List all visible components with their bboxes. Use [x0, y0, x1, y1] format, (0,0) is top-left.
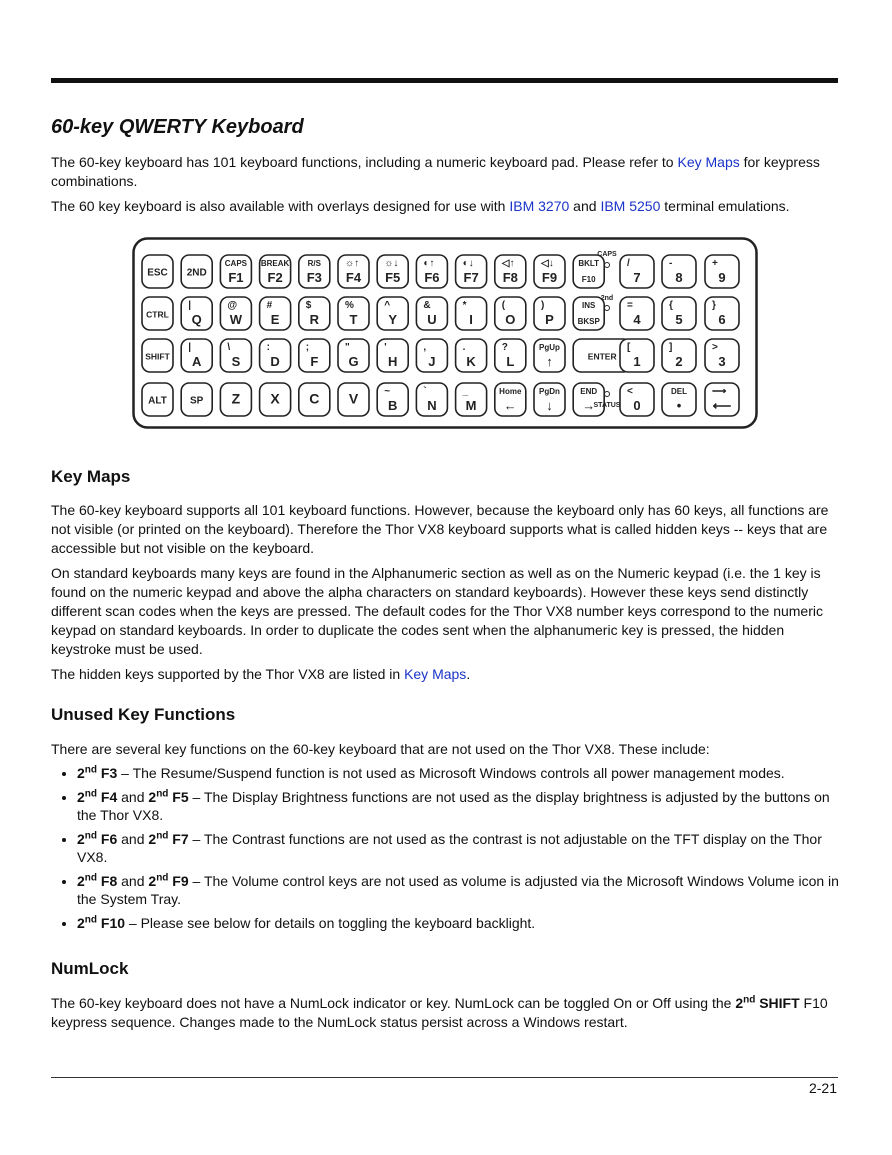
key-main-label: 2ND: [186, 267, 207, 279]
key-top-label: ☼↓: [384, 258, 399, 269]
key-o: [495, 297, 526, 330]
key-main-label: B: [388, 398, 398, 413]
indicator-led: [605, 306, 610, 311]
key-top-label: ☼↑: [345, 258, 360, 269]
key-f4: [338, 255, 369, 288]
key-top-label: BKLT: [578, 259, 600, 268]
numpad-key-1-1: [662, 297, 696, 330]
key-top-label: ,: [423, 342, 427, 353]
ordinal: 2: [77, 873, 85, 889]
key-main-label: F4: [345, 270, 362, 285]
keyboard-illustration: [132, 237, 758, 429]
key-main-label: E: [270, 312, 280, 327]
key-: [534, 339, 565, 372]
key-top-label: ◐↑: [423, 258, 435, 269]
key-top-label: <: [627, 386, 633, 397]
key-top-label: PgDn: [539, 387, 560, 396]
key-main-label: 8: [675, 270, 683, 285]
ordinal-suffix: nd: [84, 914, 98, 926]
key-main-label: ↑: [546, 354, 553, 369]
page-content: [51, 116, 841, 222]
key-main-label: 3: [718, 354, 726, 369]
key-f8: [495, 255, 526, 288]
intro-text: for keypress combinations.: [51, 154, 820, 189]
key-top-label: :: [266, 342, 270, 353]
key-p: [534, 297, 565, 330]
key-e: [260, 297, 291, 330]
key-top-label: (: [501, 300, 506, 311]
footer-rule: [51, 1077, 838, 1078]
key-top-label: Home: [499, 387, 522, 396]
key-main-label: ⟵: [712, 398, 732, 413]
key-: [573, 383, 604, 416]
key-b: [377, 383, 408, 416]
ordinal: 2: [735, 995, 744, 1011]
page-number: 2-21: [808, 1080, 837, 1096]
key-f1: [220, 255, 251, 288]
key-a: [181, 339, 212, 372]
key-: [534, 383, 565, 416]
key-main-label: R: [309, 312, 319, 327]
key-top-label: PgUp: [539, 343, 560, 352]
key-main-label: F8: [502, 270, 518, 285]
key-top-label: -: [669, 258, 673, 269]
ibm-5250-link[interactable]: IBM 5250: [600, 198, 661, 214]
unused-key-functions-section: [51, 705, 841, 938]
key-main-label: BKSP: [577, 317, 600, 326]
key-shift: [142, 339, 173, 372]
key-main-label: •: [676, 398, 682, 413]
numpad-key-2-1: [662, 339, 696, 372]
indicator-label: CAPS: [597, 251, 617, 258]
key-top-label: DEL: [671, 387, 687, 396]
key-maps-paragraph-3: [51, 665, 841, 684]
key-: [495, 383, 526, 416]
key-top-label: ?: [501, 342, 508, 353]
key-main-label: ↓: [546, 398, 553, 413]
key-main-label: 5: [675, 312, 683, 327]
key-top-label: &: [423, 300, 431, 311]
conjunction: and: [117, 873, 149, 889]
indicator-led: [605, 263, 610, 268]
key-main-label: J: [428, 354, 436, 369]
key-main-label: F7: [463, 270, 479, 285]
ordinal-suffix: nd: [84, 830, 98, 842]
key-d: [260, 339, 291, 372]
numpad-key-3-1: [662, 383, 696, 416]
key-main-label: O: [505, 312, 516, 327]
key-main-label: 9: [718, 270, 726, 285]
unused-key-functions-heading: Unused Key Functions: [51, 705, 236, 724]
key-main-label: →: [582, 398, 596, 413]
key-main-label: F9: [541, 270, 558, 285]
key-i: [456, 297, 487, 330]
item-description: – The Volume control keys are not used as volume is adjusted via the Microsoft Windows Volume icon in the System Tray.: [77, 873, 839, 907]
intro-text: The 60 key keyboard is also available with overlays designed for use with: [51, 198, 510, 214]
key-top-label: %: [345, 300, 354, 311]
ordinal: 2: [77, 789, 85, 805]
key-main-label: I: [469, 312, 473, 327]
key-main-label: F3: [306, 270, 322, 285]
ordinal-suffix: nd: [743, 994, 756, 1006]
key-main-label: F5: [385, 270, 401, 285]
intro-text: terminal emulations.: [660, 198, 790, 214]
key-s: [220, 339, 251, 372]
key-name: F9: [172, 873, 189, 889]
list-item: [77, 872, 841, 908]
key-top-label: $: [305, 300, 312, 311]
key-sp: [181, 383, 212, 416]
key-name: F10: [100, 915, 126, 931]
key-q: [181, 297, 212, 330]
key-top-label: {: [669, 300, 673, 311]
numpad-key-0-2: [705, 255, 739, 288]
list-item: [77, 914, 841, 932]
key-main-label: 2: [675, 354, 683, 369]
key-top-label: .: [462, 342, 466, 353]
key-f9: [534, 255, 565, 288]
ordinal-suffix: nd: [156, 872, 169, 884]
page-title: 60-key QWERTY Keyboard: [51, 116, 304, 138]
key-top-label: _: [462, 386, 469, 397]
key-top-label: +: [712, 258, 718, 269]
key-main-label: ALT: [148, 395, 167, 407]
key-main-label: ENTER: [587, 351, 617, 362]
key-maps-paragraph-2: On standard keyboards many keys are found in the Alphanumeric section as well as on the Numeric keypad (i.e. the 1 key is found on the numeric keypad and above the alpha characters on standard keyboards). However these keys send distinctly different scan codes when the keys are pressed. The default codes for the Thor VX8 number keys correspond to the numeric keypad on standard keyboards. In order to duplicate the codes sent when the alphanumeric key is pressed, the hidden keystroke must be used.: [51, 565, 823, 657]
key-ctrl: [142, 297, 173, 330]
key-f3: [299, 255, 330, 288]
key-main-label: F2: [267, 270, 283, 285]
ordinal-suffix: nd: [156, 830, 169, 842]
key-main-label: D: [270, 354, 280, 369]
key-c: [299, 383, 330, 416]
key-name: F7: [172, 831, 189, 847]
ordinal: 2: [148, 873, 157, 889]
ordinal: 2: [148, 831, 157, 847]
key-maps-paragraph-1: The 60-key keyboard supports all 101 keyboard functions. However, because the keyboard only has 60 keys, all functions are not visible (or printed on the keyboard). Therefore the Thor VX8 keyboard supports what is called hidden keys -- keys that are accessible but not visible on the keyboard.: [51, 502, 829, 556]
key-top-label: CAPS: [224, 259, 248, 268]
key-m: [456, 383, 487, 416]
key-main-label: 4: [633, 312, 641, 327]
key-top-label: ◁↑: [501, 258, 515, 269]
key-f10: [573, 255, 604, 288]
unused-functions-list: [51, 764, 841, 932]
ordinal-suffix: nd: [156, 788, 169, 800]
key-top-label: |: [188, 300, 192, 311]
intro-paragraph-1: [51, 153, 841, 191]
key-main-label: Q: [191, 312, 202, 327]
ordinal: 2: [77, 831, 85, 847]
key-y: [377, 297, 408, 330]
key-main-label: K: [466, 354, 476, 369]
key-main-label: N: [427, 398, 437, 413]
item-description: – The Contrast functions are not used as the contrast is not adjustable on the TFT display on the Thor VX8.: [77, 831, 822, 865]
key-top-label: \: [227, 342, 231, 353]
key-f2: [260, 255, 291, 288]
key-main-label: 0: [633, 398, 641, 413]
numlock-text: F10 keypress sequence. Changes made to the NumLock status persist across a Windows restart.: [51, 995, 828, 1030]
numlock-paragraph: [51, 994, 841, 1032]
key-maps-link-2[interactable]: Key Maps: [404, 666, 467, 682]
key-top-label: #: [266, 300, 273, 311]
ordinal-suffix: nd: [84, 764, 98, 776]
indicator-label: STATUS: [593, 402, 621, 409]
key-z: [220, 383, 251, 416]
key-alt: [142, 383, 173, 416]
key-v: [338, 383, 369, 416]
key-top-label: ]: [669, 342, 673, 353]
numpad-key-3-0: [620, 383, 654, 416]
key-top-label: ": [345, 342, 350, 353]
ordinal: 2: [77, 915, 85, 931]
key-top-label: ): [541, 300, 545, 311]
key-main-label: SP: [190, 395, 204, 407]
header-rule: [51, 78, 838, 83]
ibm-3270-link[interactable]: IBM 3270: [509, 198, 570, 214]
key-bksp: [573, 297, 604, 330]
key-r: [299, 297, 330, 330]
key-top-label: BREAK: [260, 259, 290, 268]
key-top-label: ': [384, 342, 387, 353]
key-top-label: INS: [582, 301, 596, 310]
numpad-key-1-2: [705, 297, 739, 330]
item-description: – The Display Brightness functions are not used as the display brightness is adjusted by the buttons on the Thor VX8.: [77, 789, 830, 823]
conjunction: and: [117, 831, 149, 847]
key-main-label: F6: [424, 270, 440, 285]
key-main-label: V: [348, 390, 359, 407]
key-k: [456, 339, 487, 372]
key-main-label: S: [231, 354, 241, 369]
key-main-label: 7: [633, 270, 641, 285]
key-main-label: ESC: [147, 267, 168, 279]
key-maps-heading: Key Maps: [51, 467, 131, 486]
key-main-label: ←: [503, 398, 517, 413]
key-main-label: T: [349, 312, 358, 327]
key-name: F5: [172, 789, 189, 805]
keyboard-diagram: [132, 237, 758, 434]
key-top-label: }: [712, 300, 716, 311]
key-esc: [142, 255, 173, 288]
indicator-label: 2nd: [600, 295, 614, 302]
key-name: F3: [100, 765, 118, 781]
ordinal-suffix: nd: [84, 872, 98, 884]
key-2nd: [181, 255, 212, 288]
numpad-key-3-2: [705, 383, 739, 416]
key-main-label: G: [348, 354, 359, 369]
key-f6: [416, 255, 447, 288]
key-top-label: >: [712, 342, 718, 353]
numpad-key-1-0: [620, 297, 654, 330]
key-main-label: M: [465, 398, 477, 413]
intro-paragraph-2: [51, 197, 841, 216]
key-top-label: @: [227, 300, 238, 311]
key-top-label: [: [627, 342, 631, 353]
key-main-label: F10: [581, 275, 596, 284]
key-top-label: ⟶: [712, 386, 727, 397]
key-t: [338, 297, 369, 330]
key-main-label: F: [310, 354, 319, 369]
key-main-label: L: [506, 354, 515, 369]
key-name: F6: [100, 831, 118, 847]
list-item: [77, 830, 841, 866]
numlock-heading: NumLock: [51, 959, 129, 978]
key-maps-section: [51, 467, 841, 690]
intro-text: The 60-key keyboard has 101 keyboard functions, including a numeric keyboard pad. Please refer to: [51, 154, 678, 170]
key-maps-text: .: [466, 666, 471, 682]
key-f7: [456, 255, 487, 288]
key-top-label: ^: [384, 300, 391, 311]
indicator-led: [605, 392, 610, 397]
key-top-label: =: [627, 300, 633, 311]
key-name: F8: [100, 873, 118, 889]
key-main-label: H: [388, 354, 398, 369]
key-top-label: `: [423, 386, 427, 397]
key-top-label: ;: [305, 342, 310, 353]
key-h: [377, 339, 408, 372]
ordinal: 2: [77, 765, 85, 781]
key-w: [220, 297, 251, 330]
key-x: [260, 383, 291, 416]
numpad-key-2-2: [705, 339, 739, 372]
key-f5: [377, 255, 408, 288]
key-top-label: END: [580, 387, 598, 396]
conjunction: and: [117, 789, 149, 805]
key-top-label: R/S: [307, 259, 321, 268]
numpad-key-0-0: [620, 255, 654, 288]
key-g: [338, 339, 369, 372]
key-main-label: CTRL: [146, 309, 169, 320]
key-main-label: A: [192, 354, 202, 369]
key-name: F4: [100, 789, 118, 805]
numlock-section: [51, 959, 841, 1038]
item-description: – Please see below for details on toggling the keyboard backlight.: [125, 915, 536, 931]
key-j: [416, 339, 447, 372]
key-main-label: X: [270, 390, 280, 407]
key-main-label: U: [427, 312, 437, 327]
key-l: [495, 339, 526, 372]
key-main-label: 6: [718, 312, 726, 327]
list-item: [77, 788, 841, 824]
key-top-label: ◁↓: [541, 258, 554, 269]
intro-text: and: [569, 198, 601, 214]
key-f: [299, 339, 330, 372]
key-n: [416, 383, 447, 416]
key-top-label: |: [188, 342, 192, 353]
key-main-label: F1: [228, 270, 244, 285]
key-u: [416, 297, 447, 330]
key-main-label: C: [309, 390, 320, 407]
numlock-text: The 60-key keyboard does not have a NumLock indicator or key. NumLock can be toggled On or Off using the: [51, 995, 736, 1011]
numpad-key-2-0: [620, 339, 654, 372]
key-name: SHIFT: [759, 995, 800, 1011]
item-description: – The Resume/Suspend function is not used as Microsoft Windows controls all power management modes.: [117, 765, 785, 781]
numpad-key-0-1: [662, 255, 696, 288]
key-main-label: SHIFT: [145, 351, 170, 362]
list-item: [77, 764, 841, 782]
key-main-label: P: [545, 312, 554, 327]
ordinal: 2: [148, 789, 157, 805]
key-top-label: /: [627, 258, 630, 269]
key-top-label: ◐↓: [462, 258, 474, 269]
ordinal-suffix: nd: [84, 788, 98, 800]
key-main-label: Y: [388, 312, 398, 327]
key-top-label: ~: [384, 386, 391, 397]
key-main-label: W: [229, 312, 243, 327]
key-main-label: Z: [231, 390, 241, 407]
unused-intro: There are several key functions on the 60-key keyboard that are not used on the Thor VX8. These include:: [51, 741, 710, 757]
key-main-label: 1: [633, 354, 641, 369]
key-top-label: *: [462, 300, 467, 311]
key-maps-text: The hidden keys supported by the Thor VX8 are listed in: [51, 666, 405, 682]
key-maps-link[interactable]: Key Maps: [677, 154, 740, 170]
